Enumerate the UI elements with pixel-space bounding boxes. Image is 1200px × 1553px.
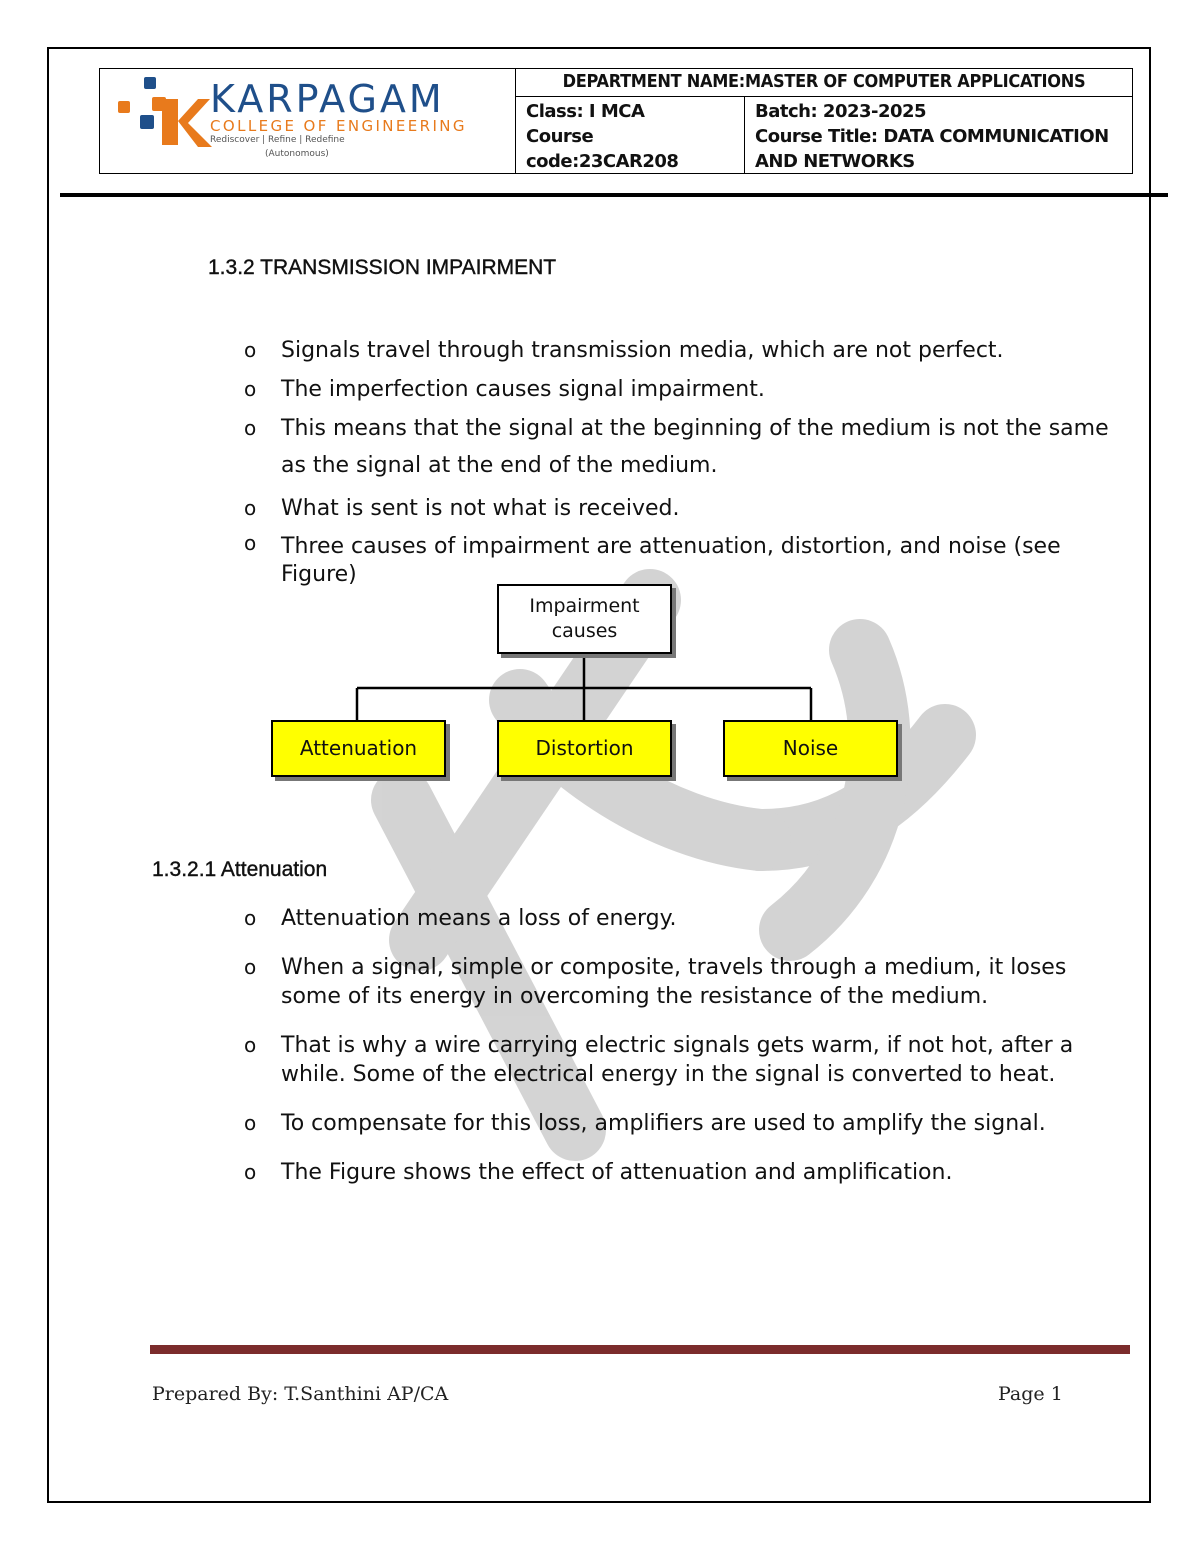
attenuation-box: Attenuation [271, 720, 446, 777]
bullet-marker: o [244, 955, 257, 979]
list-item: o To compensate for this loss, amplifiers are used to amplify the signal. [244, 1111, 1046, 1136]
list-item: o What is sent is not what is received. [244, 490, 1124, 527]
section-heading-transmission-impairment: 1.3.2 TRANSMISSION IMPAIRMENT [208, 256, 557, 279]
bullet-marker: o [244, 1033, 257, 1057]
logo-cell [100, 69, 516, 173]
noise-box: Noise [723, 720, 898, 777]
list-item: o The Figure shows the effect of attenuation and amplification. [244, 1160, 953, 1185]
impairment-causes-box: Impairment causes [497, 584, 672, 654]
list-item: o That is why a wire carrying electric signals gets warm, if not hot, after a while. Some of the electrical energy in the signal is converted to heat. [244, 1033, 1074, 1087]
bullet-marker: o [244, 906, 257, 930]
batch-label: Batch: 2023-2025 [755, 101, 927, 122]
logo-subtitle: COLLEGE OF ENGINEERING [210, 117, 467, 135]
list-item: o Three causes of impairment are attenuation, distortion, and noise (see Figure) [244, 531, 1061, 587]
course-title-line1: Course Title: DATA COMMUNICATION [755, 126, 1109, 147]
section2-bullet-list [244, 904, 1124, 1187]
bullet-marker: o [244, 377, 257, 401]
course-code: Course code:23CAR208 [526, 126, 679, 172]
section-heading-attenuation: 1.3.2.1 Attenuation [152, 858, 328, 881]
class-label: Class: I MCA [526, 101, 645, 122]
karpagam-logo-icon [112, 75, 222, 165]
header-divider [60, 193, 1168, 197]
bullet-marker: o [244, 496, 257, 520]
batch-cell [745, 97, 1132, 173]
logo-status: (Autonomous) [265, 149, 329, 159]
bullet-marker: o [244, 1160, 257, 1184]
prepared-by: Prepared By: T.Santhini AP/CA [152, 1383, 449, 1405]
bullet-marker: o [244, 416, 257, 440]
department-name: DEPARTMENT NAME:MASTER OF COMPUTER APPLICATIONS [516, 69, 1132, 97]
list-item: o The imperfection causes signal impairment. [244, 371, 1124, 408]
distortion-box: Distortion [497, 720, 672, 777]
class-cell [516, 97, 745, 173]
section1-bullet-list [244, 332, 1124, 589]
bullet-marker: o [244, 531, 257, 555]
list-item: o Signals travel through transmission media, which are not perfect. [244, 332, 1124, 369]
bullet-marker: o [244, 338, 257, 362]
list-item: o Attenuation means a loss of energy. [244, 906, 677, 931]
course-title-line2: AND NETWORKS [755, 151, 915, 172]
list-item: o When a signal, simple or composite, travels through a medium, it loses some of its energy in overcoming the resistance of the medium. [244, 955, 1067, 1009]
list-item: o This means that the signal at the beginning of the medium is not the same as the signal at the end of the medium. [244, 410, 1124, 484]
logo-tagline: Rediscover | Refine | Redefine [210, 135, 345, 145]
page-number: Page 1 [998, 1383, 1063, 1405]
bullet-marker: o [244, 1111, 257, 1135]
header-table [99, 68, 1133, 174]
footer-divider [150, 1345, 1130, 1354]
logo-name: KARPAGAM [210, 77, 445, 121]
